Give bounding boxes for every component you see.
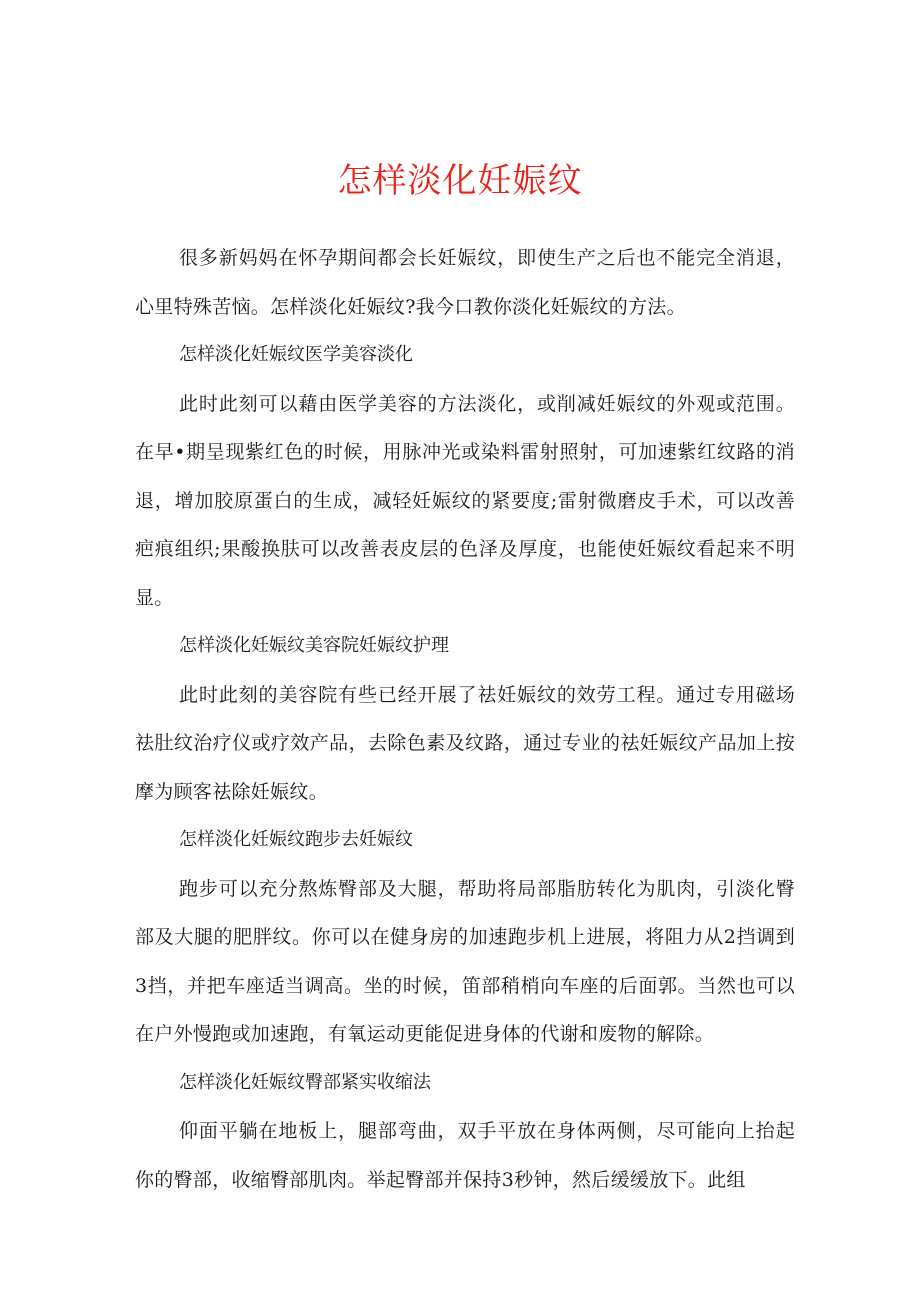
paragraph-glute: 仰面平躺在地板上，腿部弯曲，双手平放在身体两侧，尽可能向上抬起你的臀部，收缩臀部肌肉。举起臀部并保持3秒钟，然后缓缓放下。此组 xyxy=(135,1120,795,1191)
paragraph-intro: 很多新妈妈在怀孕期间都会长妊娠纹，即使生产之后也不能完全消退，心里特殊苦恼。怎样淡化妊娠纹?我今口教你淡化妊娠纹的方法。 xyxy=(135,247,795,318)
paragraph-running: 跑步可以充分熬炼臀部及大腿，帮助将局部脂肪转化为肌肉，引淡化臀部及大腿的肥胖纹。你可以在健身房的加速跑步机上进展，将阻力从2挡调到3挡，并把车座适当调高。坐的时候，笛部稍梢向车座的后面郭。当然也可以在户外慢跑或加速跑，有氧运动更能促进身体的代谢和废物的解除。 xyxy=(135,877,795,1045)
section-heading-salon: 怎样淡化妊娠纹美容院妊娠纹护理 xyxy=(179,635,449,656)
document-title: 怎样淡化妊娠纹 xyxy=(337,161,583,201)
section-heading-glute: 怎样淡化妊娠纹臀部紧实收缩法 xyxy=(179,1071,431,1093)
section-heading-running: 怎样淡化妊娠纹跑步去妊娠纹 xyxy=(179,829,413,850)
paragraph-salon: 此时此刻的美容院有些已经开展了祛妊娠纹的效劳工程。通过专用磁场祛肚纹治疗仪或疗效产品，去除色素及纹路，通过专业的祛妊娠纹产品加上按摩为顾客祛除妊娠纹。 xyxy=(135,683,795,803)
paragraph-medical: 此时此刻可以藉由医学美容的方法淡化，或削减妊娠纹的外观或范围。在早•期呈现紫红色的时候，用脉冲光或染料雷射照射，可加速紫红纹路的消退，增加胶原蛋白的生成，减轻妊娠纹的紧要度;雷射微磨皮手术，可以改善疤痕组织;果酸换肤可以改善表皮层的色泽及厚度，也能使妊娠纹看起来不明显。 xyxy=(135,392,795,609)
document-body xyxy=(135,234,795,1204)
section-heading-medical: 怎样淡化妊娠纹医学美容淡化 xyxy=(179,344,413,365)
